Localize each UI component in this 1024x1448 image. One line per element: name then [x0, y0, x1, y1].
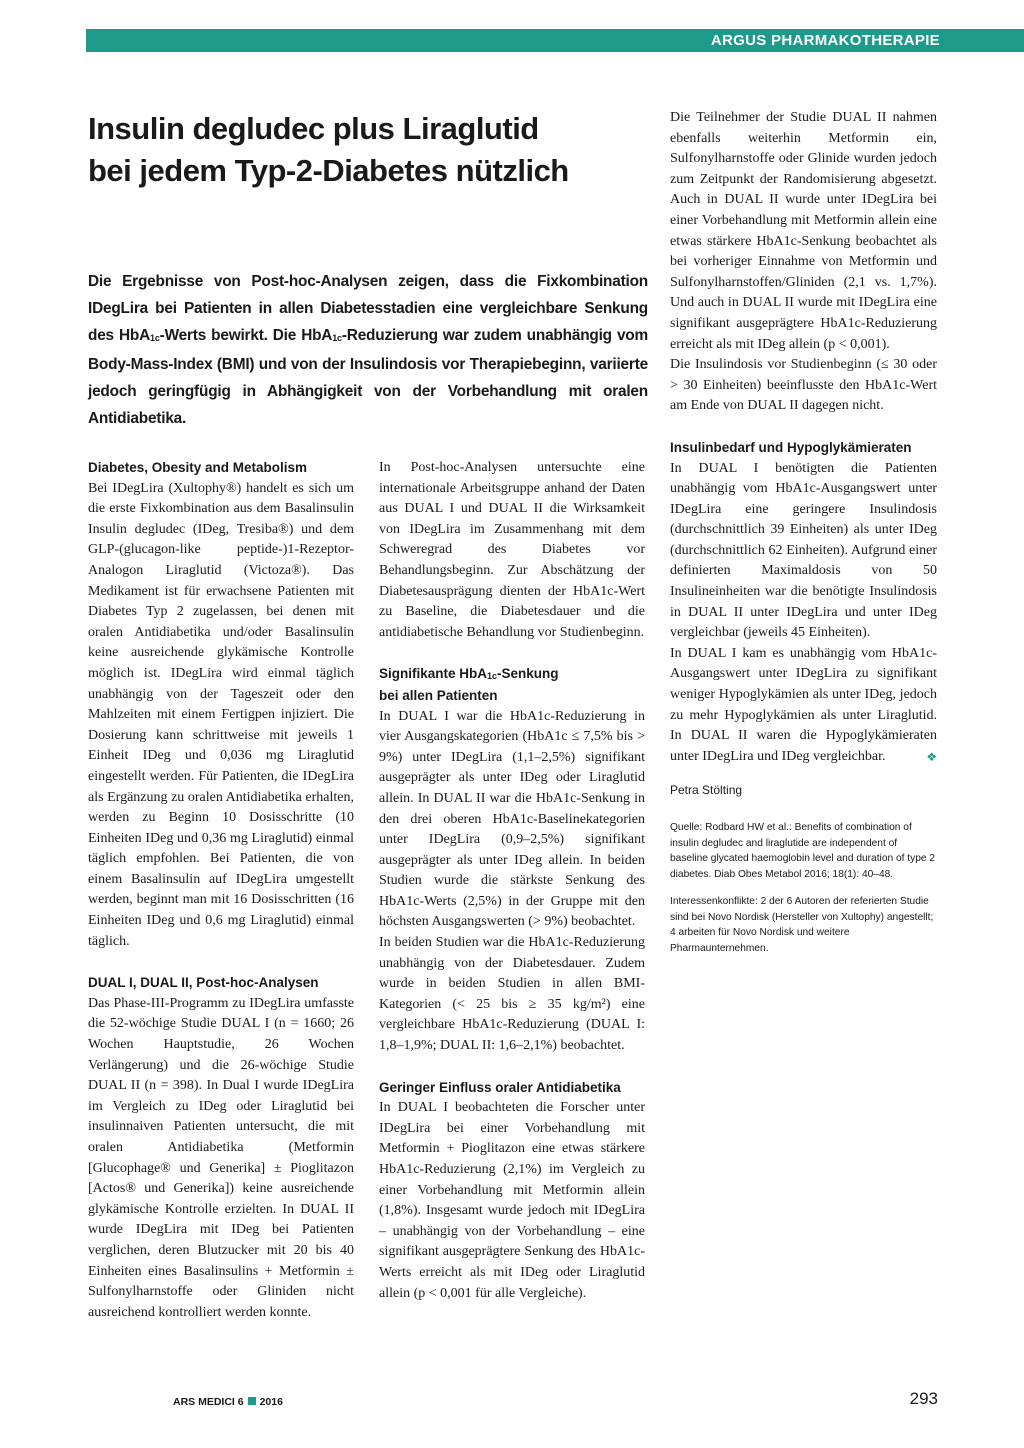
source-reference: Quelle: Rodbard HW et al.: Benefits of combination of insulin degludec and liraglutide are independent of baseline glycated haemoglobin level and duration of type 2 diabetes. Diab Obes Metabol 2016; 18(1): 40–48.: [670, 822, 936, 880]
paragraph-dual1-results: In DUAL I war die HbA1c-Reduzierung in vier Ausgangskategorien (HbA1c ≤ 7,5% bis > 9%) unter IDegLira (1,1–2,5%) signifikant ausgeprägter als unter IDeg oder Liraglutid allein. In DUAL II war die HbA1c-Senkung in den drei oberen HbA1c-Baselinekategorien unter IDegLira (0,9–2,5%) signifikant ausgeprägter als unter IDeg allein. In beiden Studien wurde die stärkste Senkung des HbA1c-Werts (2,5%) in der Gruppe mit den höchsten Ausgangswerten (> 9%) beobachtet.: [379, 708, 645, 930]
title-line-2: bei jedem Typ-2-Diabetes nützlich: [88, 153, 569, 188]
paragraph-phase3-program: Das Phase-III-Programm zu IDegLira umfasste die 52-wöchige Studie DUAL I (n = 1660; 26 Wochen Hauptstudie, 26 Wochen Verlängerung) und die 26-wöchige Studie DUAL II (n = 398). In Dual I wurde IDegLira im Vergleich zu IDeg oder Liraglutid bei insulinnaiven Patienten untersucht, die mit oralen Antidiabetika (Metformin [Glucophage® und Generika] ± Pioglitazon [Actos® und Generika]) keine ausreichende glykämische Kontrolle erzielten. In DUAL II wurde IDegLira mit IDeg bei Patienten verglichen, deren Blutzucker mit 20 bis 40 Einheiten eines Basalinsulins + Metformin ± Sulfonylharnstoffe oder Gliniden nicht ausreichend kontrolliert werden konnte.: [88, 995, 354, 1320]
heading-oral-antidiabetics: Geringer Einfluss oraler Antidiabetika: [379, 1079, 621, 1095]
paragraph-insulin-requirement: In DUAL I benötigten die Patienten unabhängig vom HbA1c-Ausgangswert unter IDegLira eine geringere Insulindosis (durchschnittlich 39 Einheiten) als unter IDeg (durchschnittlich 62 Einheiten). Aufgrund einer definierten Maximaldosis von 50 Insulineinheiten war die benötigte Insulindosis in DUAL II unter IDegLira und unter IDeg vergleichbar (jeweils 45 Einheiten).: [670, 460, 937, 641]
heading-diabetes-obesity-metabolism: Diabetes, Obesity and Metabolism: [88, 460, 308, 475]
column-2: [379, 458, 645, 1304]
paragraph-idegLira-intro: Bei IDegLira (Xultophy®) handelt es sich um die erste Fixkombination aus dem Basalinsulin Insulin degludec (IDeg, Tresiba®) und dem GLP-(glucagon-like peptide-)1-Rezeptor-Analogon Liraglutid (Victoza®). Das Medikament ist für erwachsene Patienten mit Diabetes Typ 2 zugelassen, bei denen mit oralen Antidiabetika und/oder Basalinsulin keine ausreichende glykämische Kontrolle möglich ist. IDegLira wird einmal täglich unabhängig von der Tageszeit oder den Mahlzeiten mit einem Fertigpen injiziert. Die Dosierung kann schrittweise mit jeweils 1 Einheit IDeg und 0,036 mg Liraglutid eingestellt werden. Für Patienten, die IDegLira als Ergänzung zu oralen Antidiabetika erhalten, werden zu Beginn 10 Dosisschritte (10 Einheiten IDeg und 0,36 mg Liraglutid) einmal täglich empfohlen. Bei Patienten, die von einem Basalinsulin auf IDegLira umgestellt werden, beginnt man mit 16 Dosisschritten (16 Einheiten IDeg und 0,6 mg Liraglutid) einmal täglich.: [88, 480, 354, 949]
author-name: Petra Stölting: [670, 783, 743, 798]
heading-dual-analyses: DUAL I, DUAL II, Post-hoc-Analysen: [88, 975, 319, 991]
journal-year: 2016: [259, 1396, 283, 1408]
paragraph-hypoglycemia: [670, 644, 937, 768]
end-mark-icon: ❖: [926, 749, 937, 764]
heading-insulin-hypoglycemia: Insulinbedarf und Hypoglykämieraten: [670, 439, 912, 455]
article-title: [88, 108, 588, 192]
footer-journal: [173, 1396, 283, 1408]
article-lead: [88, 268, 648, 432]
conflict-of-interest: Interessenkonflikte: 2 der 6 Autoren der referierten Studie sind bei Novo Nordisk (Hersteller von Xultophy) angestellt; 4 arbeiten für Novo Nordisk und weitere Pharmaunternehmen.: [670, 896, 934, 954]
hypoglycemia-text: In DUAL I kam es unabhängig vom HbA1c-Ausgangswert unter IDegLira zu signifikant weniger Hypoglykämien als unter IDeg, jedoch zu mehr Hypoglykämien als unter Liraglutid. In DUAL II waren die Hypoglykämieraten unter IDegLira und IDeg vergleichbar.: [670, 645, 937, 764]
lead-sub-1: 1c: [150, 333, 160, 343]
lead-part-c: -Reduzierung war zudem unabhängig vom Body-Mass-Index (BMI) und von der Insulindosis vor Therapiebeginn, variierte jedoch geringfügig in Abhängigkeit von der Vorbehandlung mit oralen Antidiabetika.: [88, 327, 648, 427]
title-line-1: Insulin degludec plus Liraglutid: [88, 111, 539, 146]
lead-part-b: -Werts bewirkt. Die HbA: [159, 327, 333, 344]
page-number: 293: [909, 1389, 938, 1408]
heading-significant-reduction: [379, 664, 645, 706]
section-header-bar: [86, 29, 1024, 52]
paragraph-dual2-participants: Die Teilnehmer der Studie DUAL II nahmen ebenfalls weiterhin Metformin ein, Sulfonylharnstoffe oder Glinide wurden jedoch zum Zeitpunkt der Randomisierung abgesetzt. Auch in DUAL II wurde unter IDegLira bei einer Vorbehandlung mit Metformin allein eine etwas stärkere HbA1c-Senkung beobachtet als bei vorheriger Einnahme von Metformin und Sulfonylharnstoffen/Gliniden (2,1 vs. 1,7%). Und auch in DUAL II wurde mit IDegLira eine signifikant ausgeprägtere HbA1c-Reduzierung erreicht als mit IDeg allein (p < 0,001).: [670, 110, 937, 352]
heading-part-b: -Senkung: [497, 666, 559, 682]
lead-part-a: Die Ergebnisse von Post-hoc-Analysen zeigen, dass die Fixkombination IDegLira bei Patienten in allen Diabetesstadien eine vergleichbare Senkung des HbA: [88, 273, 648, 344]
paragraph-insulin-dose: Die Insulindosis vor Studienbeginn (≤ 30 oder > 30 Einheiten) beeinflusste den HbA1c-Wert am Ende von DUAL II dagegen nicht.: [670, 357, 937, 414]
column-1: [88, 458, 354, 1323]
journal-name: ARS MEDICI 6: [173, 1396, 244, 1408]
heading-sub: 1c: [487, 671, 498, 682]
lead-sub-2: 1c: [332, 333, 342, 343]
footer-square-icon: [248, 1397, 256, 1405]
paragraph-pretreatment: In DUAL I beobachteten die Forscher unter IDegLira bei einer Vorbehandlung mit Metformin + Pioglitazon eine etwas stärkere HbA1c-Reduzierung (2,1%) im Vergleich zu einer Vorbehandlung mit Metformin allein (1,8%). Insgesamt wurde jedoch mit IDegLira – unabhängig von der Vorbehandlung – eine signifikant ausgeprägtere Senkung des HbA1c-Werts erreicht als mit IDeg oder Liraglutid allein (p < 0,001 für alle Vergleiche).: [379, 1100, 645, 1301]
heading-part-c: bei allen Patienten: [379, 687, 498, 703]
heading-part-a: Signifikante HbA: [379, 666, 488, 682]
paragraph-duration-bmi: In beiden Studien war die HbA1c-Reduzierung unabhängig von der Diabetesdauer. Zudem wurde in beiden Studien in allen BMI-Kategorien (< 25 bis ≥ 35 kg/m²) eine vergleichbare HbA1c-Reduzierung (DUAL I: 1,8–1,9%; DUAL II: 1,6–2,1%) beobachtet.: [379, 935, 645, 1054]
section-label: ARGUS PHARMAKOTHERAPIE: [710, 32, 940, 49]
paragraph-post-hoc: In Post-hoc-Analysen untersuchte eine internationale Arbeitsgruppe anhand der Daten aus DUAL I und DUAL II die Wirksamkeit von IDegLira im Zusammenhang mit dem Schweregrad des Diabetes vor Behandlungsbeginn. Zur Abschätzung der Diabetesausprägung dienten der HbA1c-Wert zu Baseline, die Diabetesdauer und die antidiabetische Behandlung vor Studienbeginn.: [379, 460, 645, 640]
column-3: [670, 108, 937, 956]
